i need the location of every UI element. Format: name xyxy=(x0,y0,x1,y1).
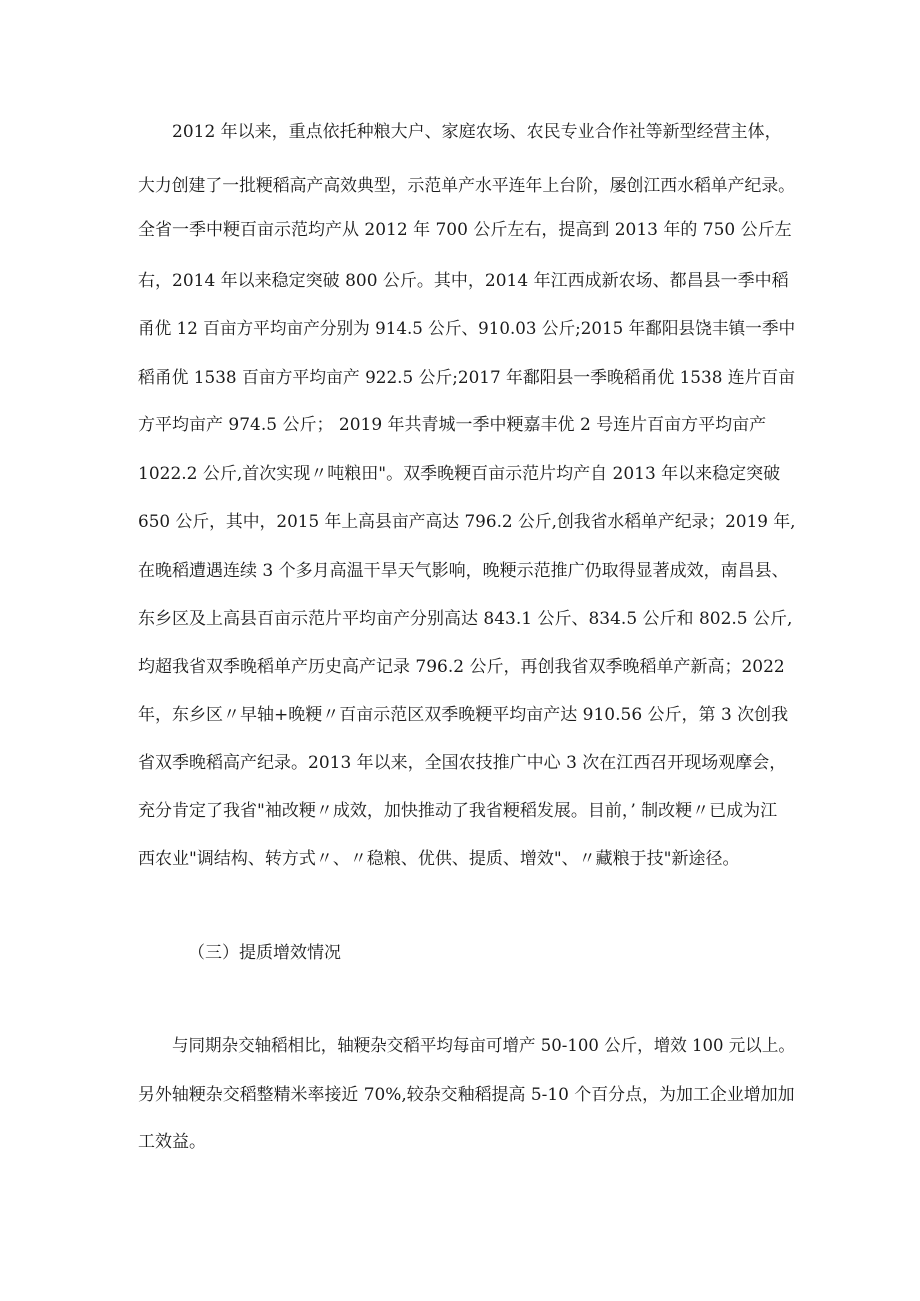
paragraph-1-line-11: 东乡区及上高县百亩示范片平均亩产分别高达 843.1 公斤、834.5 公斤和 802.5 公斤, xyxy=(138,609,793,629)
paragraph-1-line-8: 1022.2 公斤,首次实现〃吨粮田"。双季晚粳百亩示范片均产自 2013 年以来稳定突破 xyxy=(138,464,781,484)
paragraph-1-line-13: 年，东乡区〃早轴+晚粳〃百亩示范区双季晚粳平均亩产达 910.56 公斤，第 3 次创我 xyxy=(138,705,789,725)
paragraph-1-line-14: 省双季晚稻高产纪录。2013 年以来，全国农技推广中心 3 次在江西召开现场观摩会， xyxy=(138,753,787,773)
paragraph-1-line-4: 右，2014 年以来稳定突破 800 公斤。其中，2014 年江西成新农场、都昌县一季中稻 xyxy=(138,271,789,291)
paragraph-1-line-6: 稻甬优 1538 百亩方平均亩产 922.5 公斤;2017 年鄱阳县一季晚稻甬优 1538 连片百亩 xyxy=(138,368,796,388)
paragraph-1-line-1: 2012 年以来，重点依托种粮大户、家庭农场、农民专业合作社等新型经营主体， xyxy=(172,122,782,142)
paragraph-1-line-10: 在晚稻遭遇连续 3 个多月高温干旱天气影响，晚粳示范推广仍取得显著成效，南昌县、 xyxy=(138,561,789,581)
section-heading: （三）提质增效情况 xyxy=(188,943,341,963)
paragraph-1-line-2: 大力创建了一批粳稻高产高效典型，示范单产水平连年上台阶，屡创江西水稻单产纪录。 xyxy=(138,176,796,196)
paragraph-2-line-1: 与同期杂交轴稻相比，轴粳杂交稻平均每亩可增产 50-100 公斤，增效 100 元以上。 xyxy=(172,1036,795,1056)
paragraph-1-line-9: 650 公斤，其中，2015 年上高县亩产高达 796.2 公斤,创我省水稻单产纪录；2019 年, xyxy=(138,512,796,532)
paragraph-2-line-3: 工效益。 xyxy=(138,1132,206,1152)
paragraph-1-line-5: 甬优 12 百亩方平均亩产分别为 914.5 公斤、910.03 公斤;2015 年鄱阳县饶丰镇一季中 xyxy=(138,319,796,339)
paragraph-1-line-16: 西农业"调结构、转方式〃、〃稳粮、优供、提质、增效"、〃藏粮于技"新途径。 xyxy=(138,849,740,869)
paragraph-1-line-12: 均超我省双季晚稻单产历史高产记录 796.2 公斤，再创我省双季晚稻单产新高；2022 xyxy=(138,657,785,677)
paragraph-1-line-15: 充分肯定了我省"袖改粳〃成效，加快推动了我省粳稻发展。目前，’ 制改粳〃已成为江 xyxy=(138,801,778,821)
paragraph-2-line-2: 另外轴粳杂交稻整精米率接近 70%,较杂交釉稻提高 5-10 个百分点，为加工企业增加加 xyxy=(138,1085,795,1105)
paragraph-1-line-7: 方平均亩产 974.5 公斤； 2019 年共青城一季中粳嘉丰优 2 号连片百亩方平均亩产 xyxy=(138,415,767,435)
paragraph-1-line-3: 全省一季中粳百亩示范均产从 2012 年 700 公斤左右，提高到 2013 年的 750 公斤左 xyxy=(138,220,792,240)
